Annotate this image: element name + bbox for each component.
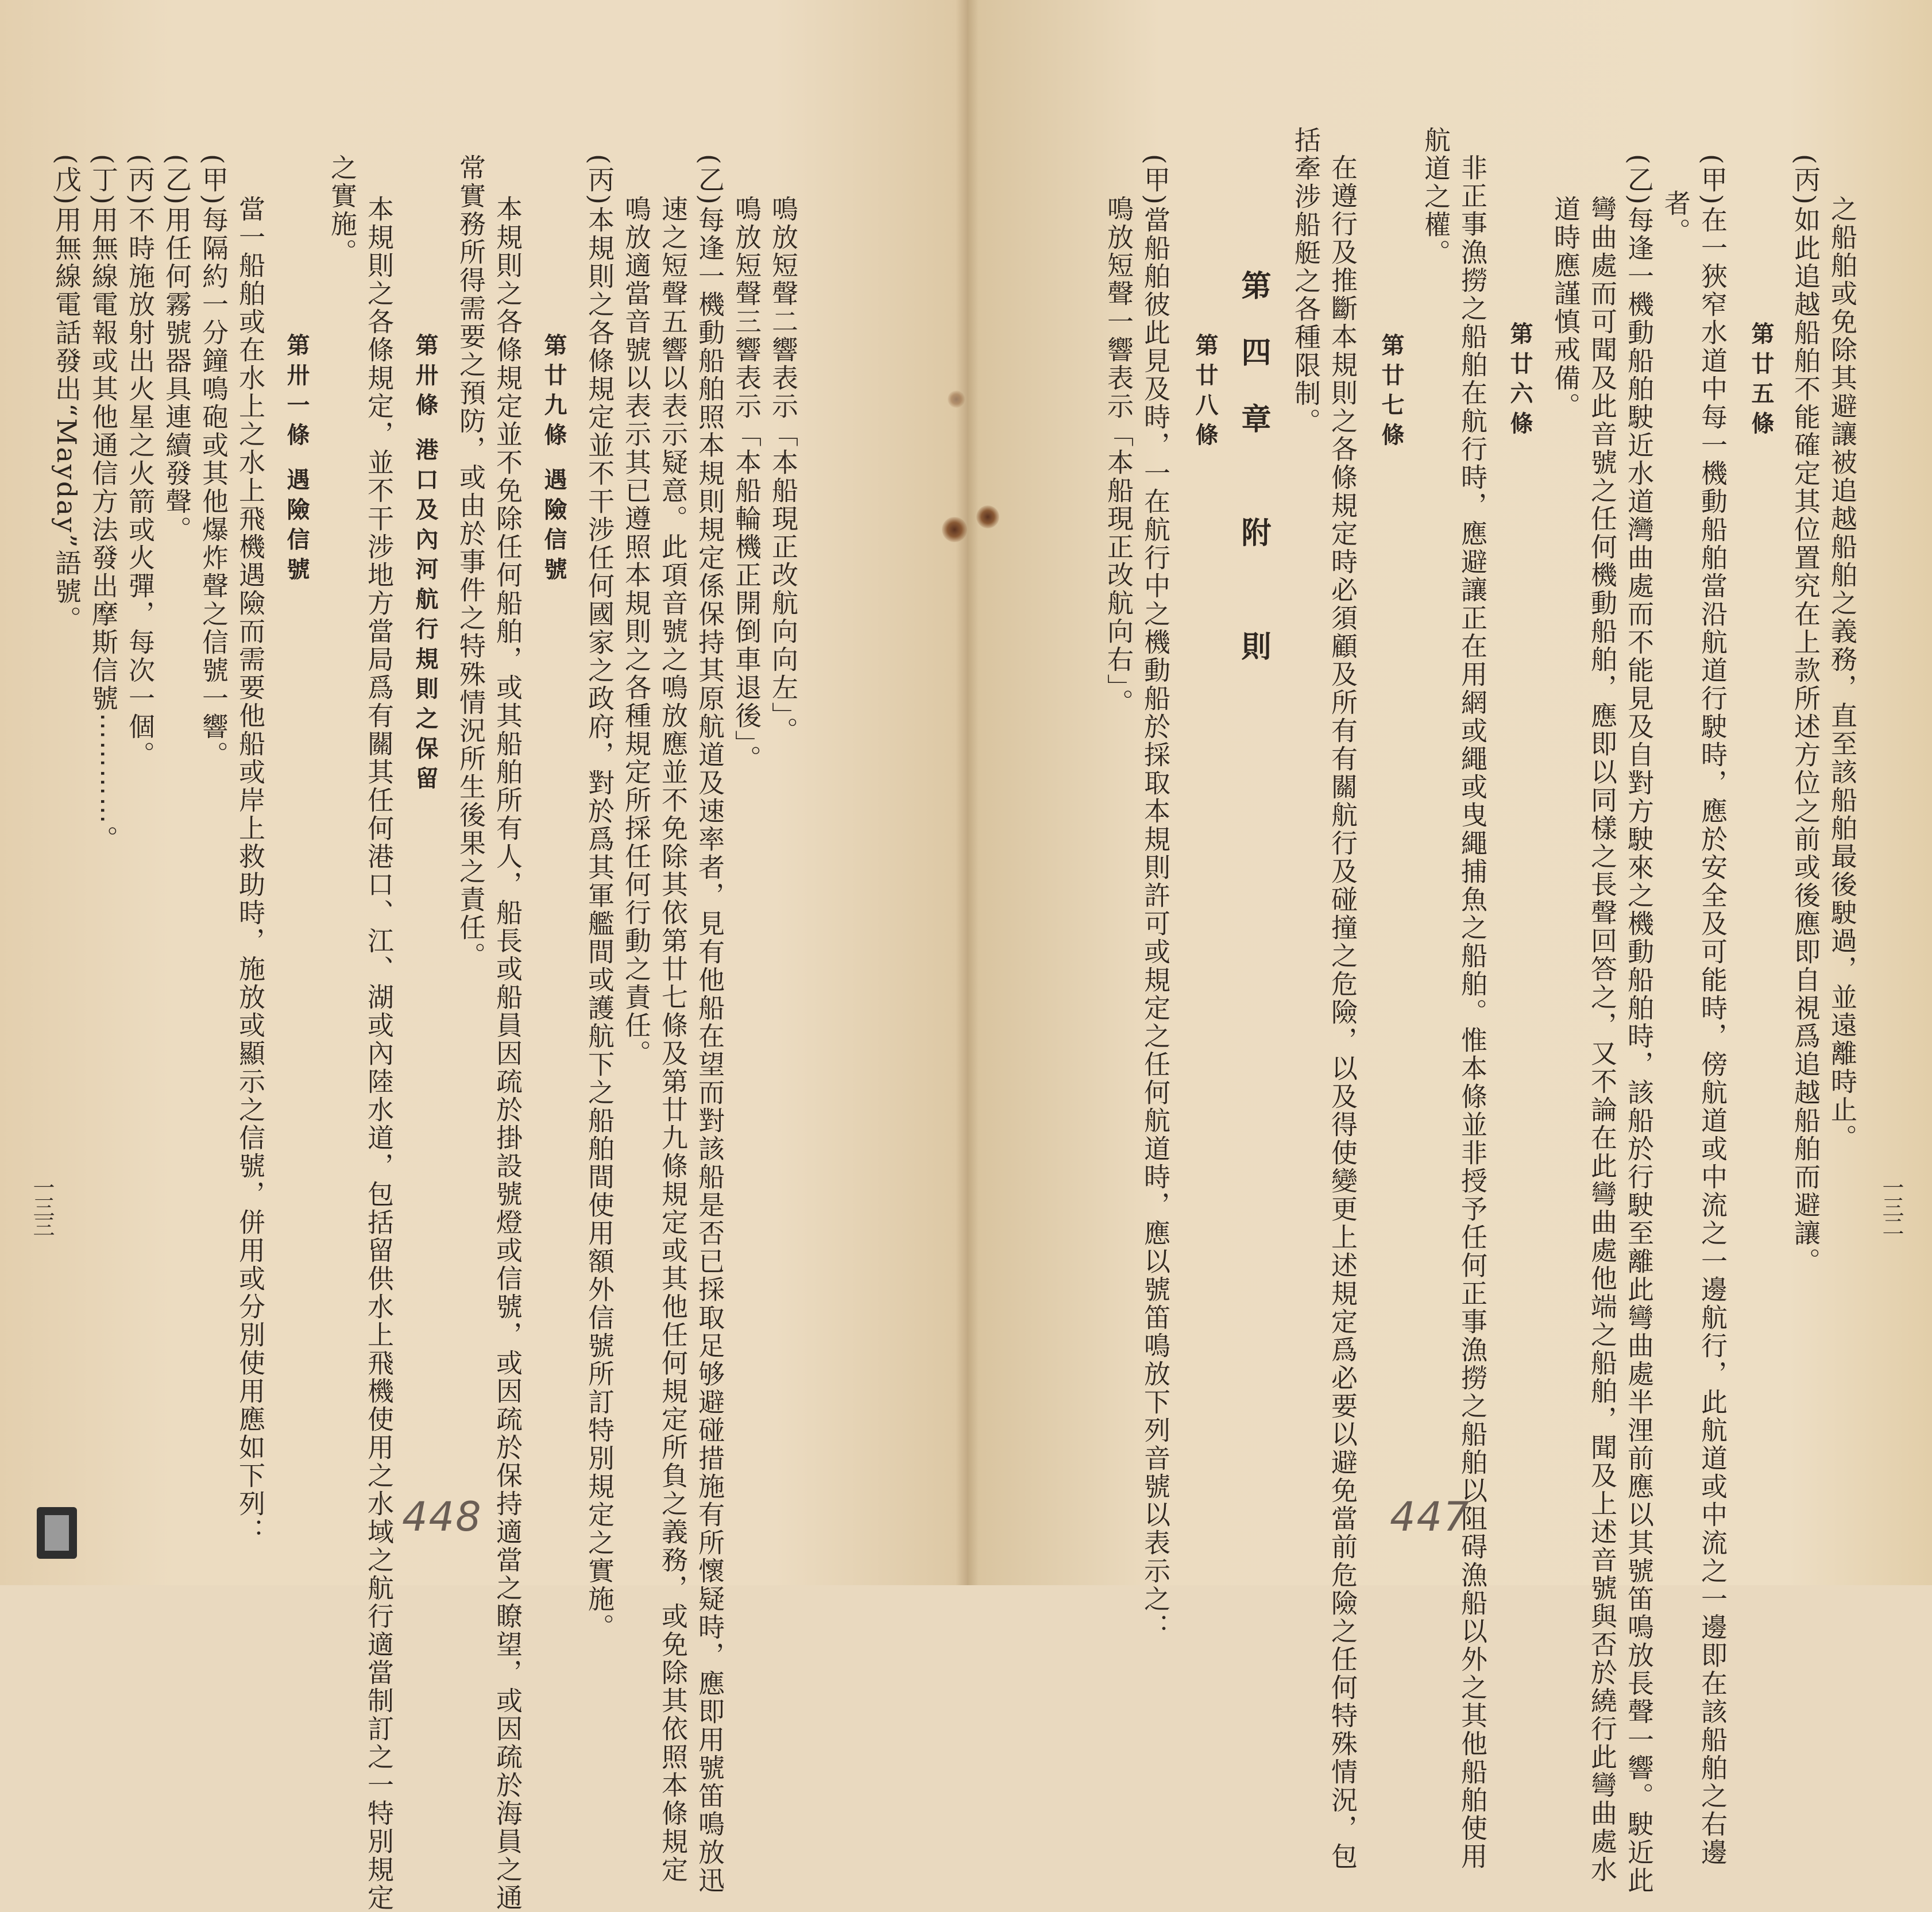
text-column: 本規則之各條規定，並不干涉地方當局爲有關其任何港口、江、湖或內陸水道，包括留供水上飛機使用之水域之航行適當制訂之一特別規定 <box>364 195 395 1912</box>
handwritten-page-number: 448 <box>402 1493 482 1540</box>
text-column: 鳴放適當音號以表示其已遵照本規則之各種規定所採任何行動之責任。 <box>621 195 652 1068</box>
text-column: 之船舶或免除其避讓被追越船舶之義務，直至該船舶最後駛過，並遠離時止。 <box>1827 195 1858 1152</box>
page-folio: 一三三 <box>29 1176 55 1235</box>
text-column: 者。 <box>1660 190 1691 246</box>
handwritten-page-number: 447 <box>1390 1493 1470 1540</box>
text-column: 括牽涉船艇之各種限制。 <box>1290 126 1322 436</box>
ink-stain <box>976 505 999 528</box>
text-column: (乙)每逢一機動船舶駛近水道灣曲處而不能見及自對方駛來之機動船舶時，該船於行駛至離此彎曲處半浬前應以其號笛鳴放長聲一響。駛近此 <box>1624 154 1655 1895</box>
text-column: (丙)如此追越船舶不能確定其位置究在上款所述方位之前或後應即自視爲追越船舶而避讓。 <box>1790 154 1821 1276</box>
text-column: 當一船舶或在水上之水上飛機遇險而需要他船或岸上救助時，施放或顯示之信號，併用或分別使用應如下列： <box>235 195 266 1546</box>
text-column: 之實施。 <box>327 154 358 266</box>
text-column: 常實務所得需要之預防，或由於事件之特殊情況所生後果之責任。 <box>455 154 486 970</box>
text-column: 道時應謹慎戒備。 <box>1550 195 1581 420</box>
chapter-heading: 第四章 附 則 <box>1236 270 1271 698</box>
article-heading: 第廿六條 <box>1506 322 1533 441</box>
text-column: 彎曲處而可聞及此音號之任何機動船舶，應即以同樣之長聲回答之，又不論在此彎曲處他端之船舶，聞及上述音號與否於繞行此彎曲處水 <box>1587 195 1618 1884</box>
text-column: 鳴放短聲二響表示「本船現正改航向向左」。 <box>768 195 799 745</box>
article-heading: 第廿九條 遇險信號 <box>540 333 567 587</box>
text-column: (丙)不時施放射出火星之火箭或火彈，每次一個。 <box>125 154 156 769</box>
text-column: 非正事漁撈之船舶在航行時，應避讓正在用網或繩或曳繩捕魚之船舶。惟本條並非授予任何正事漁撈之船舶以阻碍漁船以外之其他船舶使用 <box>1457 154 1488 1871</box>
text-column: (丁)用無線電報或其他通信方法發出摩斯信號⋯⋯⋯⋯。 <box>88 154 119 853</box>
page-gutter <box>956 0 979 1585</box>
text-column: (甲)在一狹窄水道中每一機動船舶當沿航道行駛時，應於安全及可能時，傍航道或中流之一邊航行，此航道或中流之一邊即在該船舶之右邊 <box>1697 154 1728 1867</box>
text-column: 在遵行及推斷本規則之各條規定時必須顧及所有有關航行及碰撞之危險，以及得使變更上述規定爲必要以避免當前危險之任何特殊情況，包 <box>1327 154 1358 1871</box>
ink-stain <box>942 517 967 542</box>
text-column: 速之短聲五響以表示疑意。此項音號之鳴放應並不免除其依第廿七條及第廿九條規定或其他任何規定所負之義務，或免除其依照本條規定 <box>658 195 689 1884</box>
article-heading: 第卅條 港口及內河航行規則之保留 <box>412 333 439 796</box>
text-column: (乙)用任何霧號器具連續發聲。 <box>161 154 192 544</box>
ink-stain <box>948 391 965 408</box>
text-column: (戊)用無線電話發出“Mayday”語號。 <box>51 154 82 634</box>
text-column: (甲)當船舶彼此見及時，一在航行中之機動船於採取本規則許可或規定之任何航道時，應以號笛鳴放下列音號以表示之： <box>1140 154 1171 1641</box>
text-column: 航道之權。 <box>1420 126 1451 267</box>
binding-tab-icon <box>37 1507 77 1559</box>
article-heading: 第廿八條 <box>1192 333 1219 453</box>
text-column: (甲)每隔約一分鐘鳴砲或其他爆炸聲之信號一響。 <box>198 154 229 769</box>
article-heading: 第廿七條 <box>1378 333 1405 453</box>
text-column: 鳴放短聲三響表示「本船輪機正開倒車退後」。 <box>731 195 762 773</box>
text-column: (乙)每逢一機動船舶照本規則規定係保持其原航道及速率者，見有他船在望而對該船是否已採取足够避碰措施有所懷疑時，應即用號笛鳴放迅 <box>694 154 725 1895</box>
article-heading: 第卅一條 遇險信號 <box>283 333 310 587</box>
article-heading: 第廿五條 <box>1748 322 1775 441</box>
text-column: 本規則之各條規定並不免除任何船舶，或其船舶所有人，船長或船員因疏於掛設號燈或信號，或因疏於保持適當之瞭望，或因疏於海員之通 <box>492 195 523 1912</box>
page-folio: 一三二 <box>1879 1176 1904 1235</box>
text-column: 鳴放短聲一響表示「本船現正改航向右」。 <box>1103 195 1134 717</box>
text-column: (丙)本規則之各條規定並不干涉任何國家之政府，對於爲其軍艦間或護航下之船舶間使用額外信號所訂特別規定之實施。 <box>584 154 615 1641</box>
